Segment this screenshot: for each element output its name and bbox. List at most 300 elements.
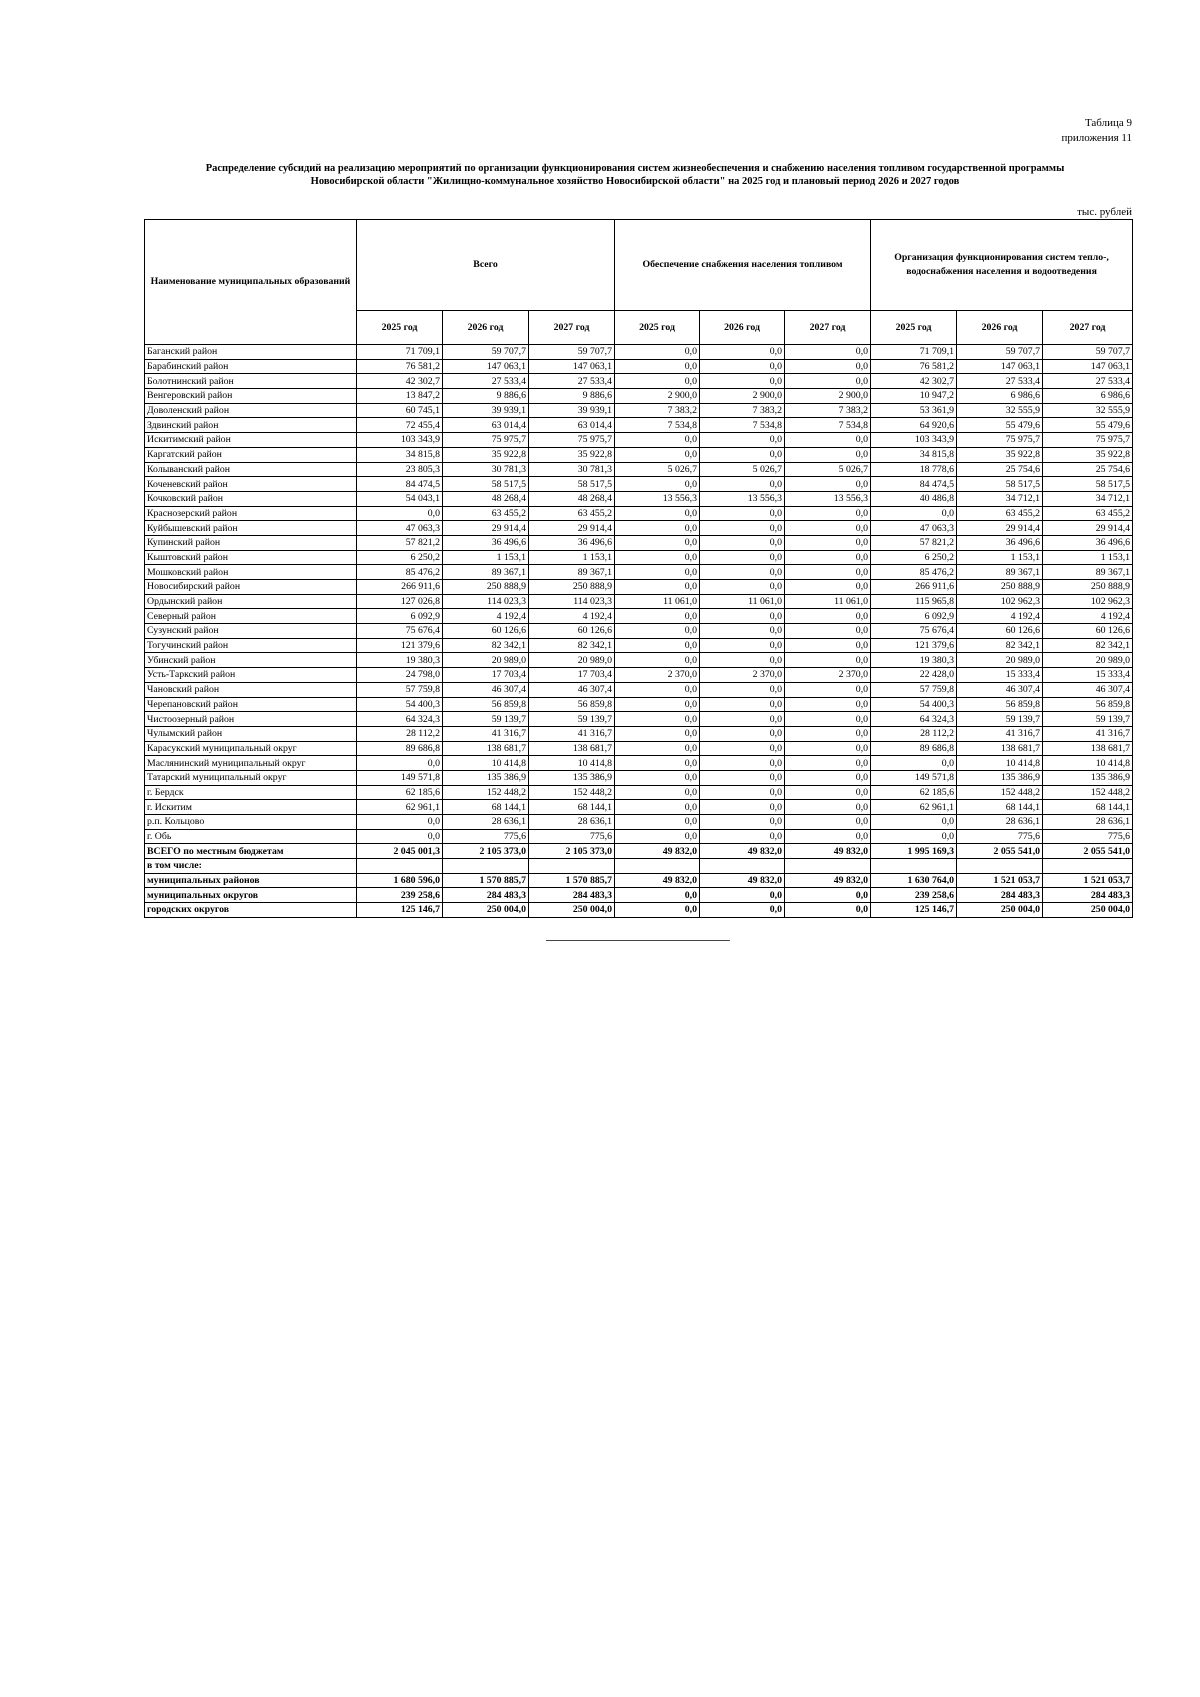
row-value: 0,0 [785, 712, 871, 727]
table-row [145, 433, 1133, 448]
row-value: 28 636,1 [529, 815, 615, 830]
row-value: 35 922,8 [1043, 447, 1133, 462]
row-value: 85 476,2 [871, 565, 957, 580]
row-value: 58 517,5 [1043, 477, 1133, 492]
row-value: 266 911,6 [357, 580, 443, 595]
row-value: 7 534,8 [785, 418, 871, 433]
row-value: 0,0 [700, 521, 785, 536]
row-value: 266 911,6 [871, 580, 957, 595]
row-value: 2 055 541,0 [1043, 844, 1133, 859]
row-value: 0,0 [615, 712, 700, 727]
table-row [145, 859, 1133, 874]
row-value: 19 380,3 [871, 653, 957, 668]
row-value: 32 555,9 [957, 403, 1043, 418]
row-value: 7 534,8 [700, 418, 785, 433]
table-number: Таблица 9 [1084, 117, 1132, 129]
row-value: 250 004,0 [957, 903, 1043, 918]
row-value: 6 092,9 [357, 609, 443, 624]
row-value: 35 922,8 [443, 447, 529, 462]
year-header: 2027 год [785, 311, 871, 345]
row-value: 114 023,3 [529, 594, 615, 609]
row-value: 54 043,1 [357, 491, 443, 506]
row-value: 121 379,6 [871, 638, 957, 653]
row-value: 1 153,1 [1043, 550, 1133, 565]
row-name: Усть-Таркский район [145, 668, 357, 683]
row-value: 0,0 [700, 535, 785, 550]
row-value: 0,0 [785, 433, 871, 448]
row-value: 41 316,7 [443, 726, 529, 741]
row-value: 0,0 [700, 682, 785, 697]
table-row [145, 550, 1133, 565]
row-value: 11 061,0 [700, 594, 785, 609]
row-value: 6 250,2 [357, 550, 443, 565]
row-value: 56 859,8 [443, 697, 529, 712]
row-value: 29 914,4 [1043, 521, 1133, 536]
table-row [145, 521, 1133, 536]
row-value: 0,0 [785, 785, 871, 800]
row-name: Чановский район [145, 682, 357, 697]
row-name: Ордынский район [145, 594, 357, 609]
row-value: 2 045 001,3 [357, 844, 443, 859]
row-name: Барабинский район [145, 359, 357, 374]
row-value: 0,0 [700, 770, 785, 785]
row-value: 25 754,6 [1043, 462, 1133, 477]
row-value: 25 754,6 [957, 462, 1043, 477]
row-value: 6 092,9 [871, 609, 957, 624]
row-value: 47 063,3 [871, 521, 957, 536]
row-value: 2 900,0 [700, 389, 785, 404]
row-value: 0,0 [615, 697, 700, 712]
row-value: 250 004,0 [443, 903, 529, 918]
row-value: 68 144,1 [957, 800, 1043, 815]
row-value: 0,0 [700, 815, 785, 830]
row-value: 60 745,1 [357, 403, 443, 418]
row-value: 13 556,3 [615, 491, 700, 506]
row-value: 49 832,0 [615, 873, 700, 888]
row-value: 0,0 [700, 624, 785, 639]
table-row [145, 888, 1133, 903]
row-value: 27 533,4 [529, 374, 615, 389]
row-value: 0,0 [615, 888, 700, 903]
row-name: муниципальных округов [145, 888, 357, 903]
row-value: 64 920,6 [871, 418, 957, 433]
row-value: 59 139,7 [529, 712, 615, 727]
row-value: 0,0 [615, 682, 700, 697]
row-name: Сузунский район [145, 624, 357, 639]
row-name: Новосибирский район [145, 580, 357, 595]
table-row [145, 800, 1133, 815]
row-value: 9 886,6 [443, 389, 529, 404]
table-row [145, 389, 1133, 404]
row-name: в том числе: [145, 859, 357, 874]
table-row [145, 447, 1133, 462]
row-value: 60 126,6 [443, 624, 529, 639]
row-name: Купинский район [145, 535, 357, 550]
row-value: 0,0 [785, 903, 871, 918]
row-value: 36 496,6 [957, 535, 1043, 550]
row-value: 15 333,4 [957, 668, 1043, 683]
row-value: 10 414,8 [1043, 756, 1133, 771]
row-value: 0,0 [615, 359, 700, 374]
row-value: 0,0 [785, 815, 871, 830]
row-value: 0,0 [700, 447, 785, 462]
row-value: 35 922,8 [957, 447, 1043, 462]
row-value: 10 947,2 [871, 389, 957, 404]
row-value: 0,0 [785, 609, 871, 624]
row-value: 82 342,1 [443, 638, 529, 653]
row-value: 6 250,2 [871, 550, 957, 565]
row-value: 75 975,7 [1043, 433, 1133, 448]
row-value [529, 859, 615, 874]
row-name: Колыванский район [145, 462, 357, 477]
row-value: 0,0 [700, 638, 785, 653]
table-row [145, 682, 1133, 697]
row-value: 19 380,3 [357, 653, 443, 668]
row-value: 13 556,3 [700, 491, 785, 506]
row-value: 0,0 [615, 770, 700, 785]
row-value: 46 307,4 [529, 682, 615, 697]
row-value: 49 832,0 [785, 873, 871, 888]
row-value: 0,0 [615, 756, 700, 771]
row-value: 9 886,6 [529, 389, 615, 404]
table-row [145, 462, 1133, 477]
row-value: 7 383,2 [615, 403, 700, 418]
row-value: 103 343,9 [357, 433, 443, 448]
table-row [145, 374, 1133, 389]
document-title [140, 162, 1130, 188]
row-name: Куйбышевский район [145, 521, 357, 536]
row-name: Искитимский район [145, 433, 357, 448]
row-value: 0,0 [785, 477, 871, 492]
year-header: 2025 год [357, 311, 443, 345]
row-name: Северный район [145, 609, 357, 624]
row-value: 82 342,1 [1043, 638, 1133, 653]
table-row [145, 418, 1133, 433]
table-row [145, 477, 1133, 492]
row-value: 1 153,1 [529, 550, 615, 565]
table-row [145, 726, 1133, 741]
row-value: 1 521 053,7 [1043, 873, 1133, 888]
row-value: 4 192,4 [1043, 609, 1133, 624]
row-value: 28 112,2 [871, 726, 957, 741]
row-value: 20 989,0 [1043, 653, 1133, 668]
row-value: 41 316,7 [957, 726, 1043, 741]
row-value: 28 636,1 [1043, 815, 1133, 830]
year-header: 2026 год [700, 311, 785, 345]
row-value: 4 192,4 [957, 609, 1043, 624]
row-value: 46 307,4 [957, 682, 1043, 697]
row-value: 0,0 [700, 345, 785, 360]
row-name: Татарский муниципальный округ [145, 770, 357, 785]
row-value: 55 479,6 [1043, 418, 1133, 433]
row-value: 0,0 [785, 888, 871, 903]
row-value: 135 386,9 [529, 770, 615, 785]
table-row [145, 624, 1133, 639]
row-value [785, 859, 871, 874]
row-value: 2 370,0 [615, 668, 700, 683]
row-value [957, 859, 1043, 874]
row-value [700, 859, 785, 874]
row-value: 284 483,3 [529, 888, 615, 903]
row-value: 0,0 [785, 638, 871, 653]
row-value: 62 185,6 [357, 785, 443, 800]
row-value: 68 144,1 [1043, 800, 1133, 815]
row-value: 0,0 [871, 506, 957, 521]
row-value: 32 555,9 [1043, 403, 1133, 418]
row-value: 284 483,3 [957, 888, 1043, 903]
row-value: 0,0 [615, 785, 700, 800]
row-value: 89 367,1 [1043, 565, 1133, 580]
table-row [145, 345, 1133, 360]
subsidy-table [144, 219, 1133, 918]
row-value [443, 859, 529, 874]
row-value: 1 570 885,7 [443, 873, 529, 888]
row-value: 138 681,7 [1043, 741, 1133, 756]
row-value: 57 821,2 [871, 535, 957, 550]
row-name: Краснозерский район [145, 506, 357, 521]
table-row [145, 697, 1133, 712]
row-value: 0,0 [871, 829, 957, 844]
row-value: 17 703,4 [529, 668, 615, 683]
row-value: 62 961,1 [357, 800, 443, 815]
row-value: 24 798,0 [357, 668, 443, 683]
row-value: 0,0 [700, 741, 785, 756]
year-header: 2027 год [1043, 311, 1133, 345]
row-value: 0,0 [700, 359, 785, 374]
row-value: 250 888,9 [1043, 580, 1133, 595]
row-value: 34 712,1 [1043, 491, 1133, 506]
row-value: 58 517,5 [957, 477, 1043, 492]
row-value: 0,0 [785, 741, 871, 756]
row-value: 0,0 [615, 374, 700, 389]
row-value: 49 832,0 [700, 844, 785, 859]
row-value: 2 055 541,0 [957, 844, 1043, 859]
units-label: тыс. рублей [1077, 206, 1132, 218]
row-value: 23 805,3 [357, 462, 443, 477]
row-value: 0,0 [700, 609, 785, 624]
row-value: 127 026,8 [357, 594, 443, 609]
row-value: 49 832,0 [700, 873, 785, 888]
table-row [145, 770, 1133, 785]
table-row [145, 844, 1133, 859]
row-value: 0,0 [357, 815, 443, 830]
row-value: 59 139,7 [957, 712, 1043, 727]
row-value: 48 268,4 [443, 491, 529, 506]
row-value: 29 914,4 [957, 521, 1043, 536]
row-value: 47 063,3 [357, 521, 443, 536]
row-value: 27 533,4 [443, 374, 529, 389]
row-value: 0,0 [785, 345, 871, 360]
row-value: 149 571,8 [871, 770, 957, 785]
row-value: 0,0 [785, 550, 871, 565]
row-value: 58 517,5 [529, 477, 615, 492]
row-value: 0,0 [785, 580, 871, 595]
row-value: 59 139,7 [1043, 712, 1133, 727]
row-name: Мошковский район [145, 565, 357, 580]
row-name: городских округов [145, 903, 357, 918]
row-value: 135 386,9 [957, 770, 1043, 785]
row-value: 0,0 [615, 506, 700, 521]
row-value: 10 414,8 [529, 756, 615, 771]
row-value: 40 486,8 [871, 491, 957, 506]
row-name: Кочковский район [145, 491, 357, 506]
row-value: 85 476,2 [357, 565, 443, 580]
row-value: 5 026,7 [615, 462, 700, 477]
table-row [145, 565, 1133, 580]
row-value: 64 324,3 [357, 712, 443, 727]
row-value: 0,0 [615, 726, 700, 741]
row-value [615, 859, 700, 874]
row-value: 0,0 [615, 609, 700, 624]
row-value: 775,6 [1043, 829, 1133, 844]
row-value: 13 556,3 [785, 491, 871, 506]
row-value: 89 686,8 [871, 741, 957, 756]
row-value: 1 995 169,3 [871, 844, 957, 859]
row-value: 11 061,0 [785, 594, 871, 609]
row-value: 56 859,8 [957, 697, 1043, 712]
row-value: 0,0 [615, 477, 700, 492]
row-value: 68 144,1 [529, 800, 615, 815]
footer-divider [546, 940, 730, 941]
row-value: 41 316,7 [1043, 726, 1133, 741]
row-value: 0,0 [785, 800, 871, 815]
row-value: 27 533,4 [1043, 374, 1133, 389]
row-value: 39 939,1 [529, 403, 615, 418]
table-row [145, 815, 1133, 830]
row-value: 59 707,7 [1043, 345, 1133, 360]
row-value: 20 989,0 [529, 653, 615, 668]
row-value: 0,0 [700, 653, 785, 668]
row-value: 0,0 [785, 697, 871, 712]
row-value: 152 448,2 [529, 785, 615, 800]
table-row [145, 785, 1133, 800]
table-row [145, 506, 1133, 521]
row-value: 49 832,0 [785, 844, 871, 859]
row-name: Венгеровский район [145, 389, 357, 404]
year-header: 2025 год [615, 311, 700, 345]
row-value: 775,6 [957, 829, 1043, 844]
row-value: 1 570 885,7 [529, 873, 615, 888]
row-value: 4 192,4 [529, 609, 615, 624]
row-value: 28 636,1 [443, 815, 529, 830]
row-value: 62 185,6 [871, 785, 957, 800]
row-value: 59 707,7 [957, 345, 1043, 360]
row-value: 250 888,9 [443, 580, 529, 595]
row-name: Маслянинский муниципальный округ [145, 756, 357, 771]
row-value: 11 061,0 [615, 594, 700, 609]
row-value: 63 014,4 [529, 418, 615, 433]
row-name: Чистоозерный район [145, 712, 357, 727]
row-value: 0,0 [700, 829, 785, 844]
row-value: 10 414,8 [443, 756, 529, 771]
row-value: 63 014,4 [443, 418, 529, 433]
row-value: 147 063,1 [529, 359, 615, 374]
row-value: 0,0 [871, 815, 957, 830]
row-value: 0,0 [785, 506, 871, 521]
row-value: 0,0 [700, 785, 785, 800]
row-value: 27 533,4 [957, 374, 1043, 389]
row-value: 147 063,1 [957, 359, 1043, 374]
row-value [357, 859, 443, 874]
row-value: 2 900,0 [785, 389, 871, 404]
row-value: 30 781,3 [529, 462, 615, 477]
row-value: 4 192,4 [443, 609, 529, 624]
row-value: 0,0 [615, 580, 700, 595]
row-value: 55 479,6 [957, 418, 1043, 433]
table-row [145, 609, 1133, 624]
row-value: 36 496,6 [443, 535, 529, 550]
row-name: муниципальных районов [145, 873, 357, 888]
row-name: г. Обь [145, 829, 357, 844]
row-value: 0,0 [357, 829, 443, 844]
column-header-name: Наименование муниципальных образований [145, 220, 357, 345]
row-value: 0,0 [785, 624, 871, 639]
row-value: 0,0 [615, 638, 700, 653]
row-value: 2 370,0 [700, 668, 785, 683]
row-value: 6 986,6 [957, 389, 1043, 404]
group-header-fuel: Обеспечение снабжения населения топливом [615, 220, 871, 311]
row-value: 0,0 [357, 756, 443, 771]
row-value: 29 914,4 [529, 521, 615, 536]
row-name: г. Искитим [145, 800, 357, 815]
row-value: 13 847,2 [357, 389, 443, 404]
row-value: 2 900,0 [615, 389, 700, 404]
group-header-utilities: Организация функционирования систем тепло-, водоснабжения населения и водоотведения [871, 220, 1133, 311]
row-value: 63 455,2 [443, 506, 529, 521]
row-value: 46 307,4 [443, 682, 529, 697]
table-row [145, 712, 1133, 727]
row-value: 0,0 [615, 800, 700, 815]
row-value: 239 258,6 [871, 888, 957, 903]
row-value: 75 975,7 [529, 433, 615, 448]
row-value: 0,0 [785, 770, 871, 785]
row-value: 250 888,9 [957, 580, 1043, 595]
row-value: 2 105 373,0 [443, 844, 529, 859]
row-value: 147 063,1 [443, 359, 529, 374]
row-value: 0,0 [700, 726, 785, 741]
row-value: 2 370,0 [785, 668, 871, 683]
row-value: 0,0 [700, 800, 785, 815]
row-name: Тогучинский район [145, 638, 357, 653]
row-value: 59 707,7 [443, 345, 529, 360]
row-value: 75 975,7 [957, 433, 1043, 448]
row-value: 284 483,3 [443, 888, 529, 903]
row-value: 0,0 [615, 653, 700, 668]
row-value: 58 517,5 [443, 477, 529, 492]
row-value: 0,0 [615, 345, 700, 360]
row-value: 34 815,8 [357, 447, 443, 462]
table-row [145, 594, 1133, 609]
row-value: 0,0 [700, 506, 785, 521]
row-value: 7 534,8 [615, 418, 700, 433]
table-row [145, 653, 1133, 668]
row-name: Здвинский район [145, 418, 357, 433]
row-value: 0,0 [785, 535, 871, 550]
row-value: 54 400,3 [357, 697, 443, 712]
row-value: 0,0 [700, 374, 785, 389]
row-value: 0,0 [700, 565, 785, 580]
group-header-total: Всего [357, 220, 615, 311]
row-value: 102 962,3 [1043, 594, 1133, 609]
row-value: 1 153,1 [957, 550, 1043, 565]
row-value [871, 859, 957, 874]
row-name: р.п. Кольцово [145, 815, 357, 830]
row-value: 18 778,6 [871, 462, 957, 477]
row-value: 0,0 [871, 756, 957, 771]
row-value: 0,0 [615, 521, 700, 536]
row-name: Коченевский район [145, 477, 357, 492]
row-value: 63 455,2 [529, 506, 615, 521]
